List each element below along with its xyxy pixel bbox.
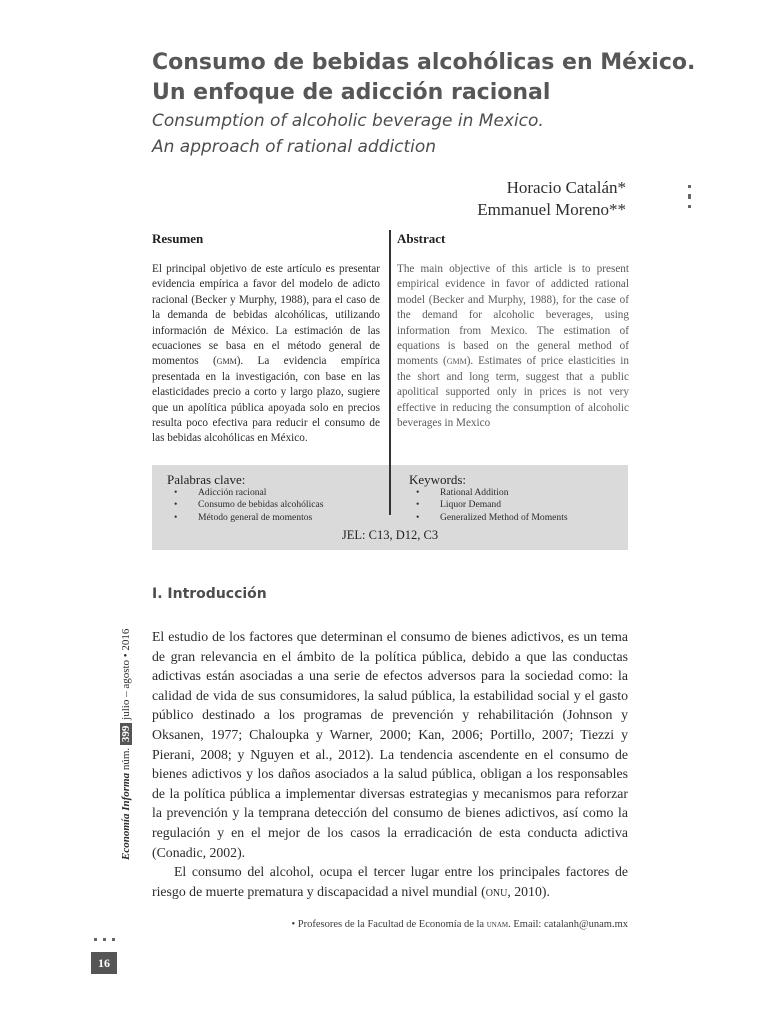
subtitle-line-2: An approach of rational addiction	[152, 137, 437, 157]
article-title	[152, 48, 732, 108]
english-subtitle	[152, 108, 712, 160]
list-item: • Liquor Demand	[416, 499, 568, 511]
abstract-text-part-2: ). Estimates of price elasticities in the short and long term, suggest that a public apolitical supported only in prices is not very effective in reducing the consumption of alcoholic beverages in Mexico	[397, 355, 629, 430]
keywords-list	[416, 487, 568, 524]
author-1: Horacio Catalán*	[506, 178, 626, 197]
column-divider	[389, 230, 391, 470]
footnote-abbr: unam	[486, 919, 509, 930]
list-item: • Adicción racional	[174, 487, 324, 499]
title-line-1: Consumo de bebidas alcohólicas en México.	[152, 50, 696, 75]
journal-spine	[120, 629, 132, 860]
issue-period: julio – agosto • 2016	[120, 628, 132, 720]
footnote	[152, 919, 628, 930]
body-text	[152, 627, 628, 901]
issue-number: 399	[120, 723, 132, 746]
resumen-heading: Resumen	[152, 231, 204, 246]
jel-codes: JEL: C13, D12, C3	[341, 528, 439, 542]
list-item: • Método general de momentos	[174, 512, 324, 524]
subtitle-line-1: Consumption of alcoholic beverage in Mexico.	[152, 111, 544, 131]
section-heading: I. Introducción	[152, 586, 267, 602]
decorative-dots-2	[688, 196, 694, 214]
decorative-dots-bottom	[94, 928, 121, 946]
list-item: • Consumo de bebidas alcohólicas	[174, 499, 324, 511]
footnote-part-1: • Profesores de la Facultad de Economía de la	[291, 919, 487, 930]
footnote-part-2: . Email: catalanh@unam.mx	[508, 919, 628, 930]
abstract-text	[397, 262, 629, 431]
paragraph-2-abbr: onu	[485, 883, 508, 899]
paragraph-2-part-2: , 2010).	[507, 883, 550, 899]
resumen-text	[152, 262, 380, 447]
resumen-text-part-2: ). La evidencia empírica presentada en la investigación, con base en las elasticidades precio a corto y largo plazo, sugiere que un apolítica pública apoyada solo en precios resulta poco efectiva para reducir el consumo de las bebidas alcohólicas en México.	[152, 355, 380, 445]
issue-label: núm.	[120, 747, 132, 771]
palabras-clave-list	[174, 487, 324, 524]
keywords-divider	[389, 465, 391, 515]
abstract-heading: Abstract	[397, 231, 446, 246]
title-line-2: Un enfoque de adicción racional	[152, 80, 551, 105]
authors	[477, 177, 626, 221]
author-2: Emmanuel Moreno**	[477, 200, 626, 219]
page-number: 16	[91, 952, 117, 974]
abstract-abbr: gmm	[446, 355, 467, 368]
paragraph-2-part-1: El consumo del alcohol, ocupa el tercer lugar entre los principales factores de riesgo de muerte prematura y discapacidad a nivel mundial (	[152, 864, 628, 899]
journal-name: Economía Informa	[120, 772, 132, 860]
list-item: • Generalized Method of Moments	[416, 512, 568, 524]
list-item: • Rational Addition	[416, 487, 568, 499]
resumen-text-part-1: El principal objetivo de este artículo es presentar evidencia empírica a favor del modelo de adicto racional (Becker y Murphy, 1988), para el caso de la demanda de bebidas alcohólicas, utilizando información de México. La estimación de las ecuaciones se basa en el método general de momentos (	[152, 263, 380, 368]
paragraph-2	[152, 862, 628, 901]
abstract-text-part-1: The main objective of this article is to present empirical evidence in favor of addicted rational model (Becker and Murphy, 1988), for the case of the demand for alcoholic beverages, using information from Mexico. The estimation of equations is based on the general method of moments (	[397, 263, 629, 368]
keywords-heading: Keywords:	[409, 472, 467, 487]
paragraph-1: El estudio de los factores que determinan el consumo de bienes adictivos, es un tema de gran relevancia en el ámbito de la política pública, debido a que las conductas adictivas están asociadas a una serie de efectos adversos para la sociedad como: la calidad de vida de sus consumidores, la salud pública, la estabilidad social y el gasto público destinado a los programas de prevención y rehabilitación (Johnson y Oksanen, 1977; Chaloupka y Warner, 2000; Kan, 2006; Portillo, 2007; Tiezzi y Pierani, 2008; y Nguyen et al., 2012). La tendencia ascendente en el consumo de bienes adictivos y los daños asociados a la salud pública, obligan a los responsables de la política pública a implementar diversas estrategias y mecanismos para reforzar la prevención y la temprana detección del consumo de bienes adictivos, así como la regulación y en el mejor de los casos la erradicación de esta conducta adictiva (Conadic, 2002).	[152, 629, 628, 860]
resumen-abbr: gmm	[216, 355, 237, 368]
palabras-clave-heading: Palabras clave:	[167, 472, 246, 487]
